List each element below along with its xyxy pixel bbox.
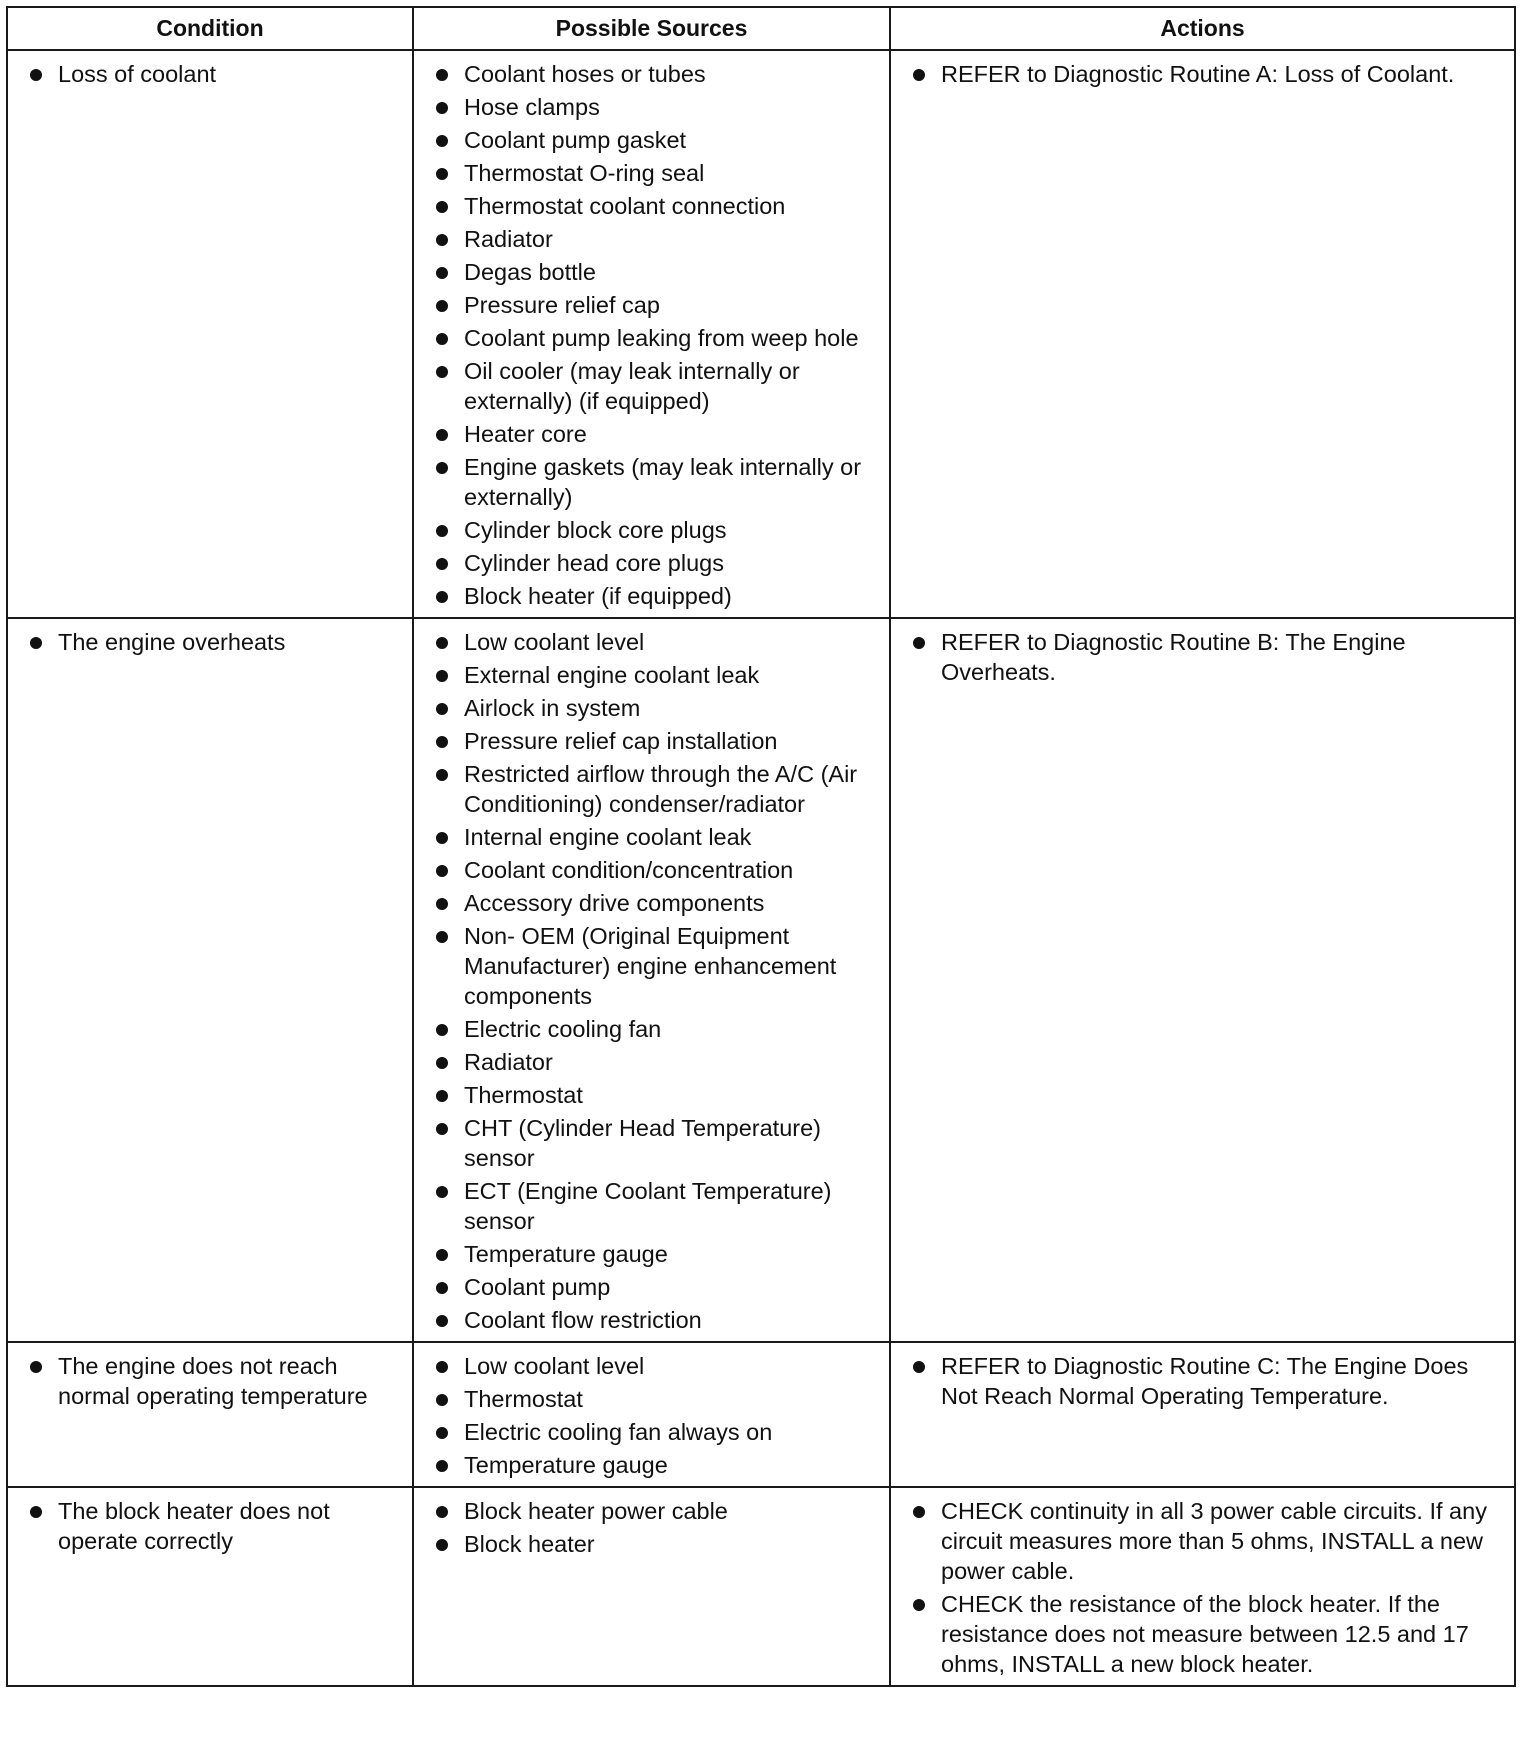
condition-cell xyxy=(7,1487,413,1686)
condition-list xyxy=(26,1496,398,1556)
header-possible-sources: Possible Sources xyxy=(413,7,890,50)
action-item: CHECK the resistance of the block heater. If the resistance does not measure between 12.5 and 17 ohms, INSTALL a new block heater. xyxy=(909,1589,1500,1679)
header-condition: Condition xyxy=(7,7,413,50)
condition-cell xyxy=(7,1342,413,1487)
source-item: Radiator xyxy=(432,1047,875,1077)
source-item: Airlock in system xyxy=(432,693,875,723)
source-item: Low coolant level xyxy=(432,627,875,657)
sources-list xyxy=(432,627,875,1335)
action-item: REFER to Diagnostic Routine B: The Engine Overheats. xyxy=(909,627,1500,687)
action-item: CHECK continuity in all 3 power cable circuits. If any circuit measures more than 5 ohms, INSTALL a new power cable. xyxy=(909,1496,1500,1586)
condition-list xyxy=(26,1351,398,1411)
source-item: Thermostat O-ring seal xyxy=(432,158,875,188)
source-item: Restricted airflow through the A/C (Air Conditioning) condenser/radiator xyxy=(432,759,875,819)
source-item: Electric cooling fan xyxy=(432,1014,875,1044)
source-item: Electric cooling fan always on xyxy=(432,1417,875,1447)
condition-cell xyxy=(7,50,413,618)
possible-sources-cell xyxy=(413,618,890,1342)
condition-list xyxy=(26,627,398,657)
source-item: Coolant condition/concentration xyxy=(432,855,875,885)
possible-sources-cell xyxy=(413,1487,890,1686)
actions-cell xyxy=(890,618,1515,1342)
source-item: Block heater power cable xyxy=(432,1496,875,1526)
table-row xyxy=(7,618,1515,1342)
actions-list xyxy=(909,627,1500,687)
actions-cell xyxy=(890,50,1515,618)
table-row xyxy=(7,1342,1515,1487)
source-item: Heater core xyxy=(432,419,875,449)
source-item: Block heater xyxy=(432,1529,875,1559)
source-item: Temperature gauge xyxy=(432,1239,875,1269)
source-item: Pressure relief cap installation xyxy=(432,726,875,756)
action-item: REFER to Diagnostic Routine A: Loss of Coolant. xyxy=(909,59,1500,89)
source-item: Cylinder block core plugs xyxy=(432,515,875,545)
condition-item: Loss of coolant xyxy=(26,59,398,89)
source-item: Cylinder head core plugs xyxy=(432,548,875,578)
source-item: Thermostat xyxy=(432,1384,875,1414)
table-body xyxy=(7,50,1515,1686)
actions-cell xyxy=(890,1342,1515,1487)
source-item: Engine gaskets (may leak internally or externally) xyxy=(432,452,875,512)
actions-list xyxy=(909,59,1500,89)
source-item: Degas bottle xyxy=(432,257,875,287)
possible-sources-cell xyxy=(413,1342,890,1487)
source-item: CHT (Cylinder Head Temperature) sensor xyxy=(432,1113,875,1173)
source-item: Pressure relief cap xyxy=(432,290,875,320)
source-item: Temperature gauge xyxy=(432,1450,875,1480)
possible-sources-cell xyxy=(413,50,890,618)
condition-list xyxy=(26,59,398,89)
source-item: External engine coolant leak xyxy=(432,660,875,690)
source-item: Internal engine coolant leak xyxy=(432,822,875,852)
source-item: Oil cooler (may leak internally or externally) (if equipped) xyxy=(432,356,875,416)
condition-item: The engine overheats xyxy=(26,627,398,657)
source-item: Accessory drive components xyxy=(432,888,875,918)
source-item: Hose clamps xyxy=(432,92,875,122)
symptom-chart-table xyxy=(6,6,1516,1687)
sources-list xyxy=(432,59,875,611)
source-item: Low coolant level xyxy=(432,1351,875,1381)
source-item: Radiator xyxy=(432,224,875,254)
condition-item: The block heater does not operate correctly xyxy=(26,1496,398,1556)
source-item: Coolant pump leaking from weep hole xyxy=(432,323,875,353)
source-item: ECT (Engine Coolant Temperature) sensor xyxy=(432,1176,875,1236)
actions-list xyxy=(909,1496,1500,1679)
source-item: Non- OEM (Original Equipment Manufacturer) engine enhancement components xyxy=(432,921,875,1011)
source-item: Coolant flow restriction xyxy=(432,1305,875,1335)
actions-list xyxy=(909,1351,1500,1411)
table-row xyxy=(7,50,1515,618)
source-item: Thermostat xyxy=(432,1080,875,1110)
sources-list xyxy=(432,1351,875,1480)
header-row xyxy=(7,7,1515,50)
source-item: Block heater (if equipped) xyxy=(432,581,875,611)
actions-cell xyxy=(890,1487,1515,1686)
source-item: Coolant pump gasket xyxy=(432,125,875,155)
sources-list xyxy=(432,1496,875,1559)
header-actions: Actions xyxy=(890,7,1515,50)
condition-cell xyxy=(7,618,413,1342)
condition-item: The engine does not reach normal operating temperature xyxy=(26,1351,398,1411)
source-item: Coolant pump xyxy=(432,1272,875,1302)
table-row xyxy=(7,1487,1515,1686)
action-item: REFER to Diagnostic Routine C: The Engine Does Not Reach Normal Operating Temperature. xyxy=(909,1351,1500,1411)
source-item: Coolant hoses or tubes xyxy=(432,59,875,89)
source-item: Thermostat coolant connection xyxy=(432,191,875,221)
